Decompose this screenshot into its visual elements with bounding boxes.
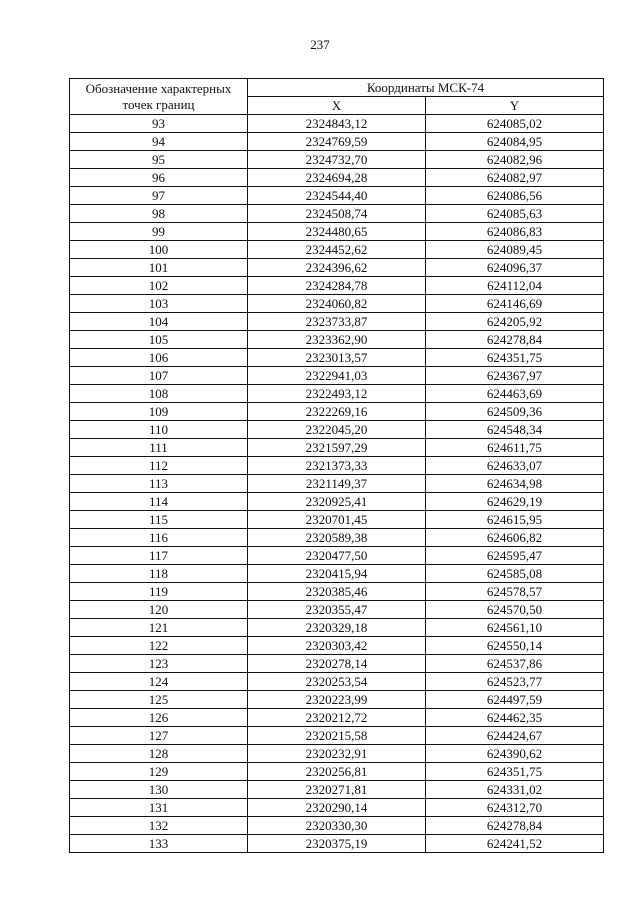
point-number-cell: 108: [70, 385, 248, 403]
point-number-cell: 131: [70, 799, 248, 817]
coordinates-table: [69, 78, 604, 853]
point-number-cell: 99: [70, 223, 248, 241]
table-row: [70, 727, 604, 745]
y-coordinate-cell: 624561,10: [426, 619, 604, 637]
point-number-cell: 107: [70, 367, 248, 385]
point-number-cell: 114: [70, 493, 248, 511]
x-coordinate-cell: 2324732,70: [248, 151, 426, 169]
y-coordinate-cell: 624112,04: [426, 277, 604, 295]
point-number-cell: 115: [70, 511, 248, 529]
x-coordinate-cell: 2324544,40: [248, 187, 426, 205]
x-coordinate-cell: 2320256,81: [248, 763, 426, 781]
point-number-cell: 100: [70, 241, 248, 259]
y-coordinate-cell: 624509,36: [426, 403, 604, 421]
point-number-cell: 130: [70, 781, 248, 799]
point-number-cell: 120: [70, 601, 248, 619]
point-number-cell: 96: [70, 169, 248, 187]
y-coordinate-cell: 624331,02: [426, 781, 604, 799]
table-row: [70, 547, 604, 565]
header-coordinates: Координаты МСК-74: [248, 79, 604, 97]
y-coordinate-cell: 624085,02: [426, 115, 604, 133]
y-coordinate-cell: 624497,59: [426, 691, 604, 709]
point-number-cell: 118: [70, 565, 248, 583]
point-number-cell: 104: [70, 313, 248, 331]
point-number-cell: 117: [70, 547, 248, 565]
x-coordinate-cell: 2320355,47: [248, 601, 426, 619]
table-row: [70, 151, 604, 169]
y-coordinate-cell: 624578,57: [426, 583, 604, 601]
y-coordinate-cell: 624146,69: [426, 295, 604, 313]
table-row: [70, 511, 604, 529]
page-number: 237: [310, 37, 330, 52]
point-number-cell: 110: [70, 421, 248, 439]
table-row: [70, 637, 604, 655]
y-coordinate-cell: 624634,98: [426, 475, 604, 493]
y-coordinate-cell: 624278,84: [426, 331, 604, 349]
table-row: [70, 745, 604, 763]
table-row: [70, 475, 604, 493]
table-row: [70, 223, 604, 241]
x-coordinate-cell: 2324694,28: [248, 169, 426, 187]
y-coordinate-cell: 624548,34: [426, 421, 604, 439]
table-row: [70, 565, 604, 583]
x-coordinate-cell: 2320375,19: [248, 835, 426, 853]
y-coordinate-cell: 624570,50: [426, 601, 604, 619]
table-row: [70, 259, 604, 277]
point-number-cell: 101: [70, 259, 248, 277]
y-coordinate-cell: 624084,95: [426, 133, 604, 151]
table-row: [70, 205, 604, 223]
point-number-cell: 116: [70, 529, 248, 547]
y-coordinate-cell: 624550,14: [426, 637, 604, 655]
table-row: [70, 439, 604, 457]
y-coordinate-cell: 624086,83: [426, 223, 604, 241]
table-row: [70, 241, 604, 259]
y-coordinate-cell: 624537,86: [426, 655, 604, 673]
x-coordinate-cell: 2322045,20: [248, 421, 426, 439]
point-number-cell: 129: [70, 763, 248, 781]
x-coordinate-cell: 2322493,12: [248, 385, 426, 403]
table-row: [70, 799, 604, 817]
x-coordinate-cell: 2320290,14: [248, 799, 426, 817]
header-x: X: [248, 97, 426, 115]
point-number-cell: 113: [70, 475, 248, 493]
table-row: [70, 169, 604, 187]
y-coordinate-cell: 624629,19: [426, 493, 604, 511]
header-designation-line2: точек границ: [122, 96, 195, 112]
x-coordinate-cell: 2324769,59: [248, 133, 426, 151]
table-row: [70, 367, 604, 385]
point-number-cell: 94: [70, 133, 248, 151]
point-number-cell: 106: [70, 349, 248, 367]
x-coordinate-cell: 2320278,14: [248, 655, 426, 673]
table-row: [70, 331, 604, 349]
point-number-cell: 123: [70, 655, 248, 673]
x-coordinate-cell: 2324396,62: [248, 259, 426, 277]
x-coordinate-cell: 2320215,58: [248, 727, 426, 745]
y-coordinate-cell: 624390,62: [426, 745, 604, 763]
table-row: [70, 493, 604, 511]
x-coordinate-cell: 2320232,91: [248, 745, 426, 763]
x-coordinate-cell: 2320329,18: [248, 619, 426, 637]
table-row: [70, 403, 604, 421]
x-coordinate-cell: 2320477,50: [248, 547, 426, 565]
x-coordinate-cell: 2320223,99: [248, 691, 426, 709]
table-row: [70, 673, 604, 691]
y-coordinate-cell: 624085,63: [426, 205, 604, 223]
x-coordinate-cell: 2323013,57: [248, 349, 426, 367]
point-number-cell: 127: [70, 727, 248, 745]
point-number-cell: 95: [70, 151, 248, 169]
point-number-cell: 125: [70, 691, 248, 709]
table-row: [70, 187, 604, 205]
point-number-cell: 111: [70, 439, 248, 457]
point-number-cell: 112: [70, 457, 248, 475]
table-row: [70, 133, 604, 151]
x-coordinate-cell: 2324843,12: [248, 115, 426, 133]
table-row: [70, 349, 604, 367]
y-coordinate-cell: 624523,77: [426, 673, 604, 691]
table-row: [70, 601, 604, 619]
point-number-cell: 126: [70, 709, 248, 727]
y-coordinate-cell: 624633,07: [426, 457, 604, 475]
x-coordinate-cell: 2320330,30: [248, 817, 426, 835]
x-coordinate-cell: 2323362,90: [248, 331, 426, 349]
y-coordinate-cell: 624086,56: [426, 187, 604, 205]
y-coordinate-cell: 624463,69: [426, 385, 604, 403]
y-coordinate-cell: 624367,97: [426, 367, 604, 385]
header-y: Y: [426, 97, 604, 115]
point-number-cell: 119: [70, 583, 248, 601]
point-number-cell: 97: [70, 187, 248, 205]
x-coordinate-cell: 2320415,94: [248, 565, 426, 583]
y-coordinate-cell: 624595,47: [426, 547, 604, 565]
point-number-cell: 98: [70, 205, 248, 223]
table-row: [70, 115, 604, 133]
y-coordinate-cell: 624241,52: [426, 835, 604, 853]
table-row: [70, 655, 604, 673]
table-row: [70, 385, 604, 403]
x-coordinate-cell: 2320271,81: [248, 781, 426, 799]
x-coordinate-cell: 2324508,74: [248, 205, 426, 223]
point-number-cell: 105: [70, 331, 248, 349]
point-number-cell: 121: [70, 619, 248, 637]
x-coordinate-cell: 2320212,72: [248, 709, 426, 727]
table-row: [70, 835, 604, 853]
point-number-cell: 93: [70, 115, 248, 133]
y-coordinate-cell: 624096,37: [426, 259, 604, 277]
y-coordinate-cell: 624615,95: [426, 511, 604, 529]
x-coordinate-cell: 2321597,29: [248, 439, 426, 457]
point-number-cell: 132: [70, 817, 248, 835]
y-coordinate-cell: 624606,82: [426, 529, 604, 547]
point-number-cell: 102: [70, 277, 248, 295]
table-row: [70, 295, 604, 313]
point-number-cell: 122: [70, 637, 248, 655]
table-row: [70, 619, 604, 637]
table-row: [70, 529, 604, 547]
y-coordinate-cell: 624611,75: [426, 439, 604, 457]
x-coordinate-cell: 2321149,37: [248, 475, 426, 493]
x-coordinate-cell: 2324284,78: [248, 277, 426, 295]
x-coordinate-cell: 2320385,46: [248, 583, 426, 601]
table-row: [70, 817, 604, 835]
point-number-cell: 109: [70, 403, 248, 421]
x-coordinate-cell: 2320253,54: [248, 673, 426, 691]
x-coordinate-cell: 2323733,87: [248, 313, 426, 331]
x-coordinate-cell: 2324060,82: [248, 295, 426, 313]
x-coordinate-cell: 2320701,45: [248, 511, 426, 529]
x-coordinate-cell: 2322941,03: [248, 367, 426, 385]
table-row: [70, 421, 604, 439]
header-designation: [70, 79, 248, 115]
x-coordinate-cell: 2322269,16: [248, 403, 426, 421]
table-row: [70, 763, 604, 781]
x-coordinate-cell: 2321373,33: [248, 457, 426, 475]
y-coordinate-cell: 624351,75: [426, 763, 604, 781]
y-coordinate-cell: 624089,45: [426, 241, 604, 259]
y-coordinate-cell: 624585,08: [426, 565, 604, 583]
table-row: [70, 313, 604, 331]
y-coordinate-cell: 624351,75: [426, 349, 604, 367]
x-coordinate-cell: 2320589,38: [248, 529, 426, 547]
table-row: [70, 277, 604, 295]
x-coordinate-cell: 2324452,62: [248, 241, 426, 259]
point-number-cell: 124: [70, 673, 248, 691]
table-row: [70, 583, 604, 601]
table-row: [70, 691, 604, 709]
table-row: [70, 781, 604, 799]
point-number-cell: 103: [70, 295, 248, 313]
point-number-cell: 133: [70, 835, 248, 853]
x-coordinate-cell: 2320925,41: [248, 493, 426, 511]
table-row: [70, 457, 604, 475]
y-coordinate-cell: 624278,84: [426, 817, 604, 835]
header-designation-line1: Обозначение характерных: [85, 80, 232, 96]
y-coordinate-cell: 624082,96: [426, 151, 604, 169]
y-coordinate-cell: 624462,35: [426, 709, 604, 727]
y-coordinate-cell: 624082,97: [426, 169, 604, 187]
x-coordinate-cell: 2324480,65: [248, 223, 426, 241]
y-coordinate-cell: 624312,70: [426, 799, 604, 817]
point-number-cell: 128: [70, 745, 248, 763]
y-coordinate-cell: 624424,67: [426, 727, 604, 745]
x-coordinate-cell: 2320303,42: [248, 637, 426, 655]
table-row: [70, 709, 604, 727]
y-coordinate-cell: 624205,92: [426, 313, 604, 331]
